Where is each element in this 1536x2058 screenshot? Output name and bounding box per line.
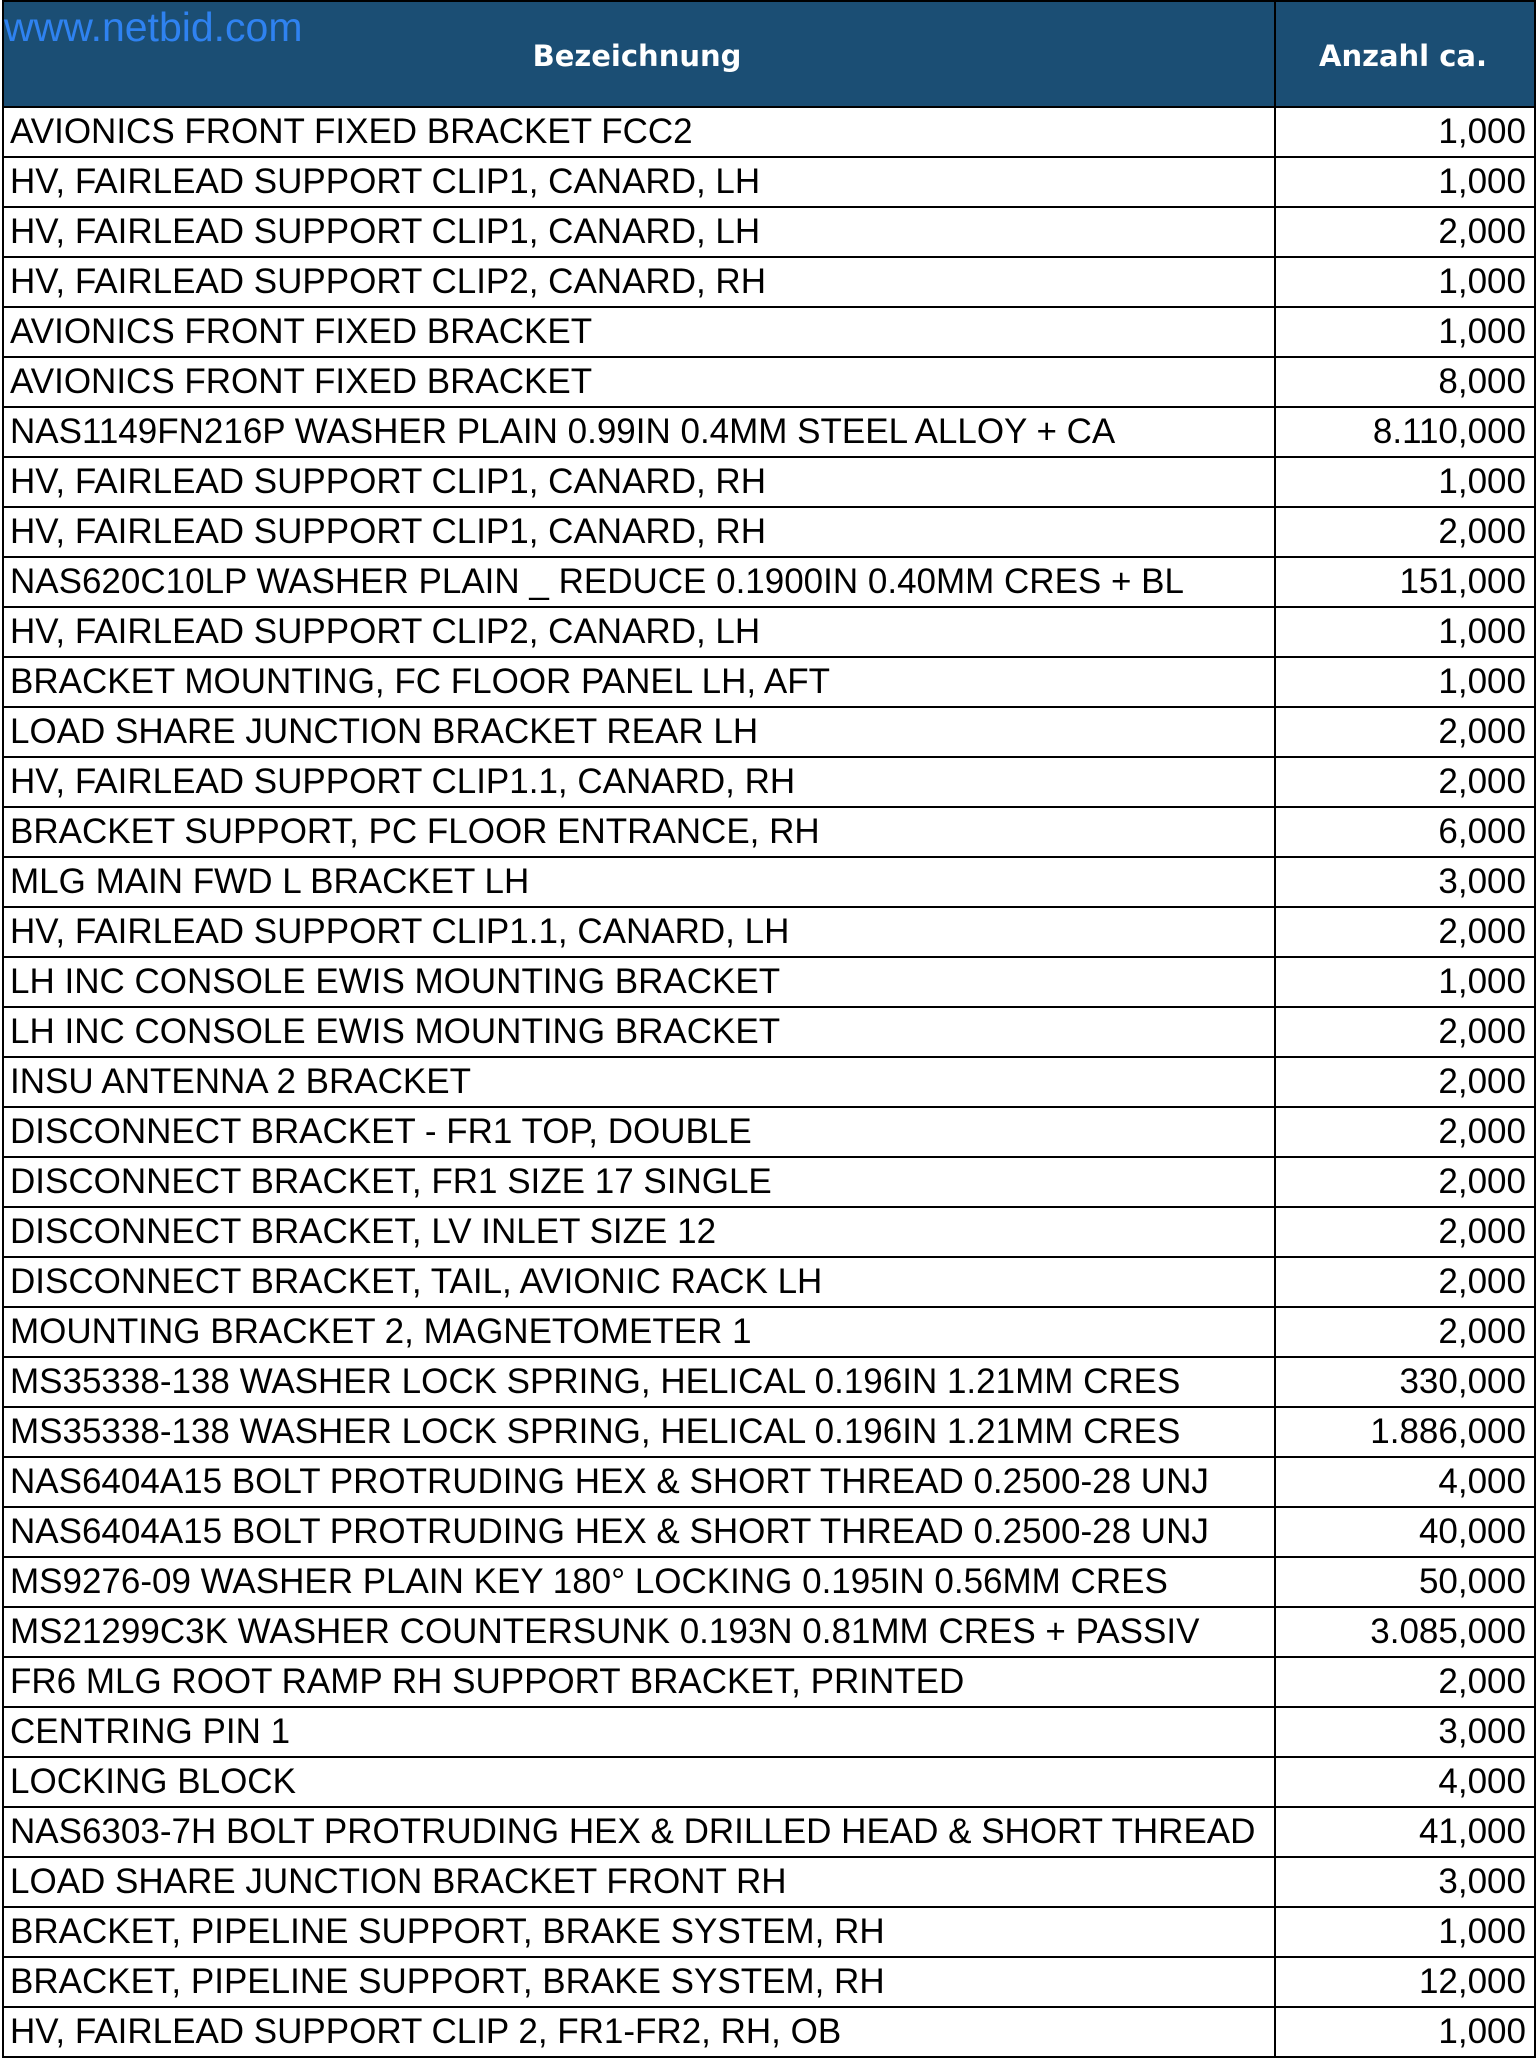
part-name-cell: BRACKET, PIPELINE SUPPORT, BRAKE SYSTEM, RH bbox=[3, 1957, 1275, 2007]
table-row bbox=[3, 1057, 1535, 1107]
table-row bbox=[3, 1307, 1535, 1357]
part-name-cell: MS35338-138 WASHER LOCK SPRING, HELICAL 0.196IN 1.21MM CRES bbox=[3, 1407, 1275, 1457]
part-name-cell: BRACKET MOUNTING, FC FLOOR PANEL LH, AFT bbox=[3, 657, 1275, 707]
table-row bbox=[3, 1457, 1535, 1507]
part-name-cell: HV, FAIRLEAD SUPPORT CLIP1, CANARD, RH bbox=[3, 507, 1275, 557]
part-name-cell: LH INC CONSOLE EWIS MOUNTING BRACKET bbox=[3, 1007, 1275, 1057]
part-name-cell: HV, FAIRLEAD SUPPORT CLIP1, CANARD, LH bbox=[3, 207, 1275, 257]
part-name-cell: HV, FAIRLEAD SUPPORT CLIP1.1, CANARD, LH bbox=[3, 907, 1275, 957]
table-row bbox=[3, 1607, 1535, 1657]
table-row bbox=[3, 857, 1535, 907]
table-row bbox=[3, 157, 1535, 207]
table-row bbox=[3, 1207, 1535, 1257]
quantity-cell: 151,000 bbox=[1275, 557, 1535, 607]
part-name-cell: NAS6303-7H BOLT PROTRUDING HEX & DRILLED HEAD & SHORT THREAD bbox=[3, 1807, 1275, 1857]
quantity-cell: 330,000 bbox=[1275, 1357, 1535, 1407]
quantity-cell: 1,000 bbox=[1275, 107, 1535, 157]
part-name-cell: CENTRING PIN 1 bbox=[3, 1707, 1275, 1757]
table-row bbox=[3, 457, 1535, 507]
quantity-cell: 1,000 bbox=[1275, 957, 1535, 1007]
part-name-cell: HV, FAIRLEAD SUPPORT CLIP1.1, CANARD, RH bbox=[3, 757, 1275, 807]
table-row bbox=[3, 957, 1535, 1007]
table-row bbox=[3, 1857, 1535, 1907]
quantity-cell: 6,000 bbox=[1275, 807, 1535, 857]
quantity-cell: 4,000 bbox=[1275, 1457, 1535, 1507]
quantity-cell: 8,000 bbox=[1275, 357, 1535, 407]
table-row bbox=[3, 707, 1535, 757]
part-name-cell: HV, FAIRLEAD SUPPORT CLIP2, CANARD, LH bbox=[3, 607, 1275, 657]
table-row bbox=[3, 807, 1535, 857]
quantity-cell: 1,000 bbox=[1275, 157, 1535, 207]
quantity-cell: 8.110,000 bbox=[1275, 407, 1535, 457]
part-name-cell: DISCONNECT BRACKET, TAIL, AVIONIC RACK LH bbox=[3, 1257, 1275, 1307]
quantity-cell: 2,000 bbox=[1275, 1307, 1535, 1357]
table-row bbox=[3, 107, 1535, 157]
quantity-cell: 1,000 bbox=[1275, 657, 1535, 707]
table-row bbox=[3, 2007, 1535, 2057]
quantity-cell: 2,000 bbox=[1275, 1657, 1535, 1707]
quantity-cell: 1,000 bbox=[1275, 307, 1535, 357]
part-name-cell: NAS1149FN216P WASHER PLAIN 0.99IN 0.4MM STEEL ALLOY + CA bbox=[3, 407, 1275, 457]
table-row bbox=[3, 307, 1535, 357]
part-name-cell: LOCKING BLOCK bbox=[3, 1757, 1275, 1807]
quantity-cell: 3.085,000 bbox=[1275, 1607, 1535, 1657]
column-header-qty: Anzahl ca. bbox=[1275, 1, 1535, 107]
part-name-cell: DISCONNECT BRACKET, LV INLET SIZE 12 bbox=[3, 1207, 1275, 1257]
table-row bbox=[3, 1107, 1535, 1157]
part-name-cell: AVIONICS FRONT FIXED BRACKET bbox=[3, 307, 1275, 357]
table-row bbox=[3, 1157, 1535, 1207]
part-name-cell: INSU ANTENNA 2 BRACKET bbox=[3, 1057, 1275, 1107]
table-row bbox=[3, 1407, 1535, 1457]
part-name-cell: MOUNTING BRACKET 2, MAGNETOMETER 1 bbox=[3, 1307, 1275, 1357]
table-row bbox=[3, 207, 1535, 257]
part-name-cell: HV, FAIRLEAD SUPPORT CLIP1, CANARD, RH bbox=[3, 457, 1275, 507]
table-row bbox=[3, 1907, 1535, 1957]
part-name-cell: MS21299C3K WASHER COUNTERSUNK 0.193N 0.81MM CRES + PASSIV bbox=[3, 1607, 1275, 1657]
table-row bbox=[3, 607, 1535, 657]
table-row bbox=[3, 1807, 1535, 1857]
part-name-cell: HV, FAIRLEAD SUPPORT CLIP1, CANARD, LH bbox=[3, 157, 1275, 207]
part-name-cell: HV, FAIRLEAD SUPPORT CLIP2, CANARD, RH bbox=[3, 257, 1275, 307]
table-row bbox=[3, 557, 1535, 607]
quantity-cell: 1,000 bbox=[1275, 607, 1535, 657]
quantity-cell: 3,000 bbox=[1275, 1857, 1535, 1907]
table-row bbox=[3, 1957, 1535, 2007]
quantity-cell: 4,000 bbox=[1275, 1757, 1535, 1807]
quantity-cell: 2,000 bbox=[1275, 1107, 1535, 1157]
part-name-cell: AVIONICS FRONT FIXED BRACKET bbox=[3, 357, 1275, 407]
part-name-cell: MS9276-09 WASHER PLAIN KEY 180° LOCKING 0.195IN 0.56MM CRES bbox=[3, 1557, 1275, 1607]
table-row bbox=[3, 407, 1535, 457]
part-name-cell: LH INC CONSOLE EWIS MOUNTING BRACKET bbox=[3, 957, 1275, 1007]
table-row bbox=[3, 757, 1535, 807]
quantity-cell: 1,000 bbox=[1275, 2007, 1535, 2057]
table-row bbox=[3, 357, 1535, 407]
quantity-cell: 2,000 bbox=[1275, 1257, 1535, 1307]
part-name-cell: NAS620C10LP WASHER PLAIN _ REDUCE 0.1900IN 0.40MM CRES + BL bbox=[3, 557, 1275, 607]
quantity-cell: 2,000 bbox=[1275, 707, 1535, 757]
quantity-cell: 3,000 bbox=[1275, 857, 1535, 907]
part-name-cell: LOAD SHARE JUNCTION BRACKET REAR LH bbox=[3, 707, 1275, 757]
part-name-cell: AVIONICS FRONT FIXED BRACKET FCC2 bbox=[3, 107, 1275, 157]
part-name-cell: DISCONNECT BRACKET, FR1 SIZE 17 SINGLE bbox=[3, 1157, 1275, 1207]
table-body bbox=[3, 107, 1535, 2057]
quantity-cell: 3,000 bbox=[1275, 1707, 1535, 1757]
table-row bbox=[3, 1557, 1535, 1607]
quantity-cell: 2,000 bbox=[1275, 757, 1535, 807]
table-row bbox=[3, 1257, 1535, 1307]
part-name-cell: NAS6404A15 BOLT PROTRUDING HEX & SHORT THREAD 0.2500-28 UNJ bbox=[3, 1507, 1275, 1557]
part-name-cell: BRACKET, PIPELINE SUPPORT, BRAKE SYSTEM, RH bbox=[3, 1907, 1275, 1957]
part-name-cell: MLG MAIN FWD L BRACKET LH bbox=[3, 857, 1275, 907]
table-row bbox=[3, 657, 1535, 707]
part-name-cell: BRACKET SUPPORT, PC FLOOR ENTRANCE, RH bbox=[3, 807, 1275, 857]
quantity-cell: 12,000 bbox=[1275, 1957, 1535, 2007]
quantity-cell: 2,000 bbox=[1275, 1207, 1535, 1257]
part-name-cell: HV, FAIRLEAD SUPPORT CLIP 2, FR1-FR2, RH, OB bbox=[3, 2007, 1275, 2057]
quantity-cell: 1.886,000 bbox=[1275, 1407, 1535, 1457]
part-name-cell: DISCONNECT BRACKET - FR1 TOP, DOUBLE bbox=[3, 1107, 1275, 1157]
parts-table bbox=[2, 0, 1536, 2058]
quantity-cell: 2,000 bbox=[1275, 1007, 1535, 1057]
quantity-cell: 1,000 bbox=[1275, 257, 1535, 307]
table-row bbox=[3, 1507, 1535, 1557]
table-row bbox=[3, 1707, 1535, 1757]
table-row bbox=[3, 1357, 1535, 1407]
quantity-cell: 1,000 bbox=[1275, 457, 1535, 507]
part-name-cell: LOAD SHARE JUNCTION BRACKET FRONT RH bbox=[3, 1857, 1275, 1907]
quantity-cell: 2,000 bbox=[1275, 207, 1535, 257]
table-row bbox=[3, 257, 1535, 307]
table-row bbox=[3, 1757, 1535, 1807]
quantity-cell: 2,000 bbox=[1275, 907, 1535, 957]
quantity-cell: 2,000 bbox=[1275, 1157, 1535, 1207]
table-row bbox=[3, 1007, 1535, 1057]
quantity-cell: 40,000 bbox=[1275, 1507, 1535, 1557]
part-name-cell: FR6 MLG ROOT RAMP RH SUPPORT BRACKET, PRINTED bbox=[3, 1657, 1275, 1707]
quantity-cell: 41,000 bbox=[1275, 1807, 1535, 1857]
column-header-name: Bezeichnung bbox=[3, 1, 1275, 107]
table-row bbox=[3, 1657, 1535, 1707]
table-row bbox=[3, 907, 1535, 957]
table-row bbox=[3, 507, 1535, 557]
watermark-text: www.netbid.com bbox=[4, 4, 303, 50]
quantity-cell: 2,000 bbox=[1275, 1057, 1535, 1107]
quantity-cell: 1,000 bbox=[1275, 1907, 1535, 1957]
part-name-cell: NAS6404A15 BOLT PROTRUDING HEX & SHORT THREAD 0.2500-28 UNJ bbox=[3, 1457, 1275, 1507]
quantity-cell: 50,000 bbox=[1275, 1557, 1535, 1607]
part-name-cell: MS35338-138 WASHER LOCK SPRING, HELICAL 0.196IN 1.21MM CRES bbox=[3, 1357, 1275, 1407]
quantity-cell: 2,000 bbox=[1275, 507, 1535, 557]
